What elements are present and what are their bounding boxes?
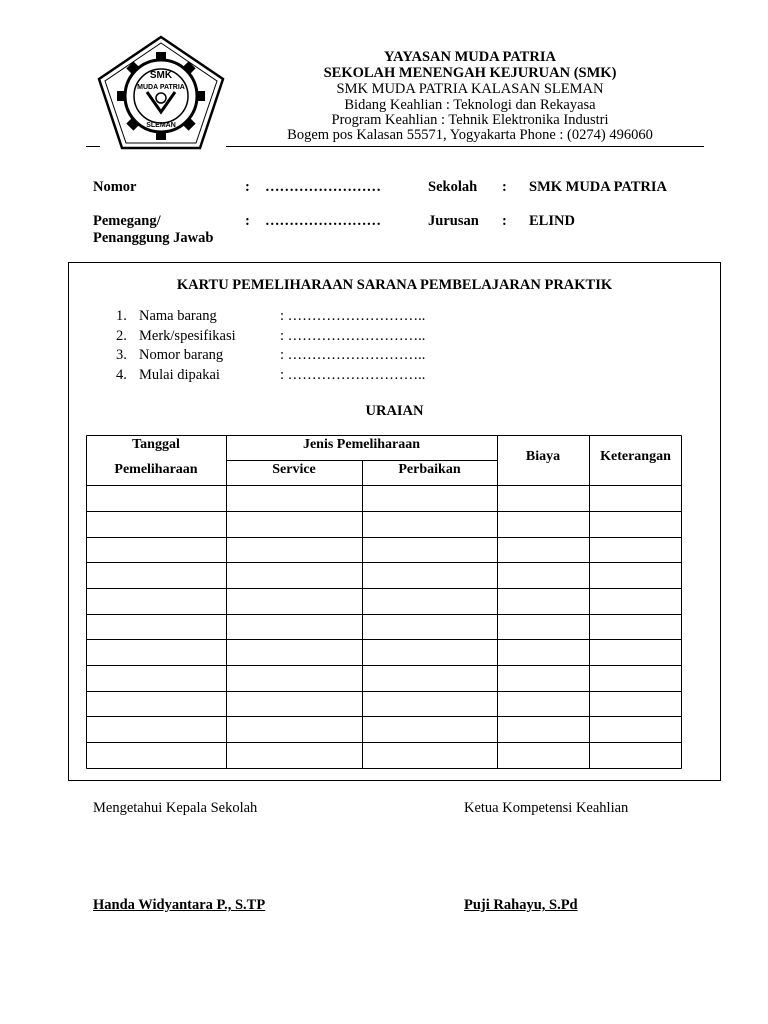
sekolah-label: Sekolah bbox=[428, 179, 478, 195]
item-number: 4. bbox=[116, 367, 127, 383]
item-number: 1. bbox=[116, 308, 127, 324]
nomor-colon: : bbox=[245, 179, 250, 195]
signature-name-right: Puji Rahayu, S.Pd bbox=[464, 897, 578, 913]
col-header-tanggal-line2: Pemeliharaan bbox=[114, 462, 198, 477]
jurusan-colon: : bbox=[502, 213, 507, 229]
item-value-mulai-dipakai: : ……………………….. bbox=[280, 367, 426, 383]
header-rule-left bbox=[86, 146, 100, 147]
sekolah-value: SMK MUDA PATRIA bbox=[529, 179, 668, 195]
item-value-nama-barang: : ……………………….. bbox=[280, 308, 426, 324]
col-header-tanggal-line1: Tanggal bbox=[132, 437, 180, 452]
item-label-mulai-dipakai: Mulai dipakai bbox=[139, 367, 220, 383]
item-value-merk: : ……………………….. bbox=[280, 328, 426, 344]
signature-title-right: Ketua Kompetensi Keahlian bbox=[464, 800, 629, 816]
jurusan-value: ELIND bbox=[529, 213, 575, 229]
logo-text-bottom: SLEMAN bbox=[146, 122, 176, 129]
item-label-merk: Merk/spesifikasi bbox=[139, 328, 236, 344]
nomor-label: Nomor bbox=[93, 179, 137, 195]
school-logo bbox=[96, 34, 226, 152]
col-header-service: Service bbox=[272, 462, 316, 477]
col-header-biaya: Biaya bbox=[525, 449, 561, 464]
card-title: KARTU PEMELIHARAAN SARANA PEMBELAJARAN PRAKTIK bbox=[176, 277, 613, 293]
uraian-heading: URAIAN bbox=[365, 403, 424, 419]
header-school-name: SMK MUDA PATRIA KALASAN SLEMAN bbox=[336, 81, 604, 97]
header-address: Bogem pos Kalasan 55571, Yogyakarta Phone : (0274) 496060 bbox=[287, 127, 653, 143]
signature-name-left: Handa Widyantara P., S.TP bbox=[93, 897, 266, 913]
sekolah-colon: : bbox=[502, 179, 507, 195]
pemegang-value: …………………… bbox=[265, 213, 381, 229]
logo-text-mid: MUDA PATRIA bbox=[137, 84, 185, 91]
header-rule-right bbox=[226, 146, 704, 147]
item-label-nomor-barang: Nomor barang bbox=[139, 347, 224, 363]
item-value-nomor-barang: : ……………………….. bbox=[280, 347, 426, 363]
pemegang-label-line1: Pemegang/ bbox=[93, 213, 161, 229]
nomor-value: …………………… bbox=[265, 179, 381, 195]
col-header-perbaikan: Perbaikan bbox=[398, 462, 461, 477]
item-number: 2. bbox=[116, 328, 127, 344]
logo-text-top: SMK bbox=[149, 70, 173, 81]
item-label-nama-barang: Nama barang bbox=[139, 308, 217, 324]
pemegang-colon: : bbox=[245, 213, 250, 229]
pemegang-label-line2: Penanggung Jawab bbox=[93, 230, 214, 246]
col-header-keterangan: Keterangan bbox=[600, 449, 671, 464]
signature-title-left: Mengetahui Kepala Sekolah bbox=[93, 800, 258, 816]
col-header-jenis-pemeliharaan: Jenis Pemeliharaan bbox=[302, 437, 421, 452]
header-foundation: YAYASAN MUDA PATRIA bbox=[384, 49, 556, 65]
item-number: 3. bbox=[116, 347, 127, 363]
header-school-type: SEKOLAH MENENGAH KEJURUAN (SMK) bbox=[323, 65, 617, 81]
header-program: Program Keahlian : Tehnik Elektronika Industri bbox=[331, 112, 609, 128]
header-field: Bidang Keahlian : Teknologi dan Rekayasa bbox=[344, 97, 596, 113]
jurusan-label: Jurusan bbox=[428, 213, 479, 229]
maintenance-table bbox=[86, 435, 682, 769]
